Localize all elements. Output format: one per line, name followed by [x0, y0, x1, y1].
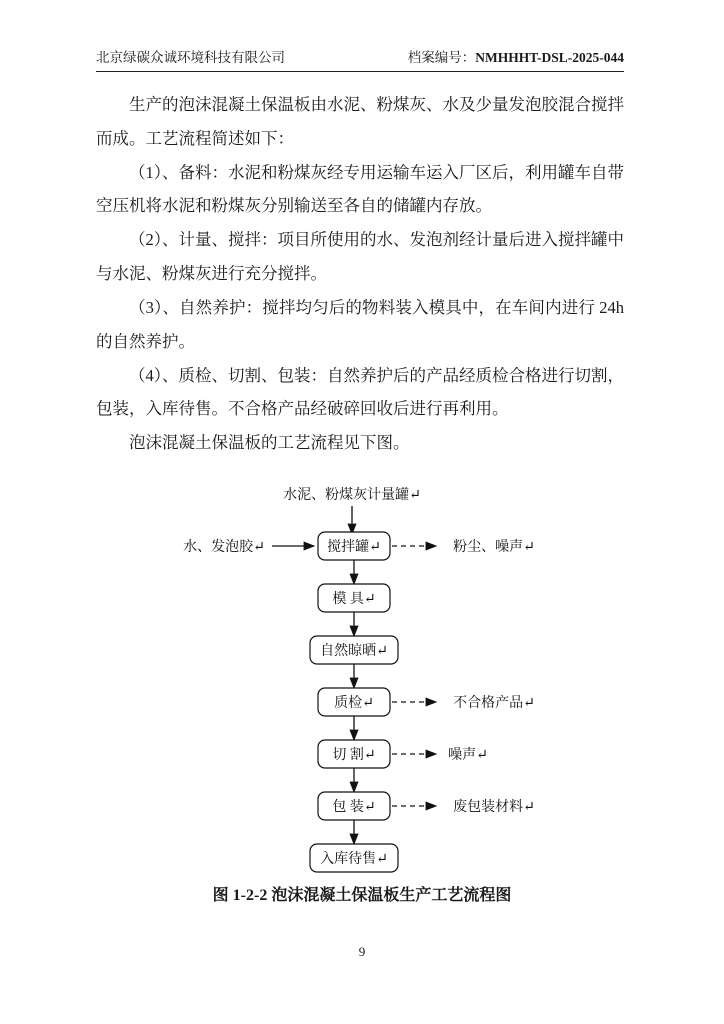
body-text [96, 88, 624, 460]
paragraph-3: （2）、计量、搅拌：项目所使用的水、发泡剂经计量后进入搅拌罐中与水泥、粉煤灰进行充分搅拌。 [96, 230, 624, 284]
flow-node-store-label: 入库待售↵ [320, 852, 388, 867]
flow-output-pack-label: 废包装材料↵ [453, 800, 535, 815]
figure-caption: 图 1-2-2 泡沫混凝土保温板生产工艺流程图 [212, 887, 512, 904]
flow-node-cure-label: 自然晾晒↵ [320, 644, 388, 659]
flow-output-qc-label: 不合格产品↵ [453, 696, 535, 711]
archive-label: 档案编号： [407, 50, 476, 65]
header-company: 北京绿碳众诚环境科技有限公司 [96, 50, 285, 65]
paragraph-1: 生产的泡沫混凝土保温板由水泥、粉煤灰、水及少量发泡胶混合搅拌而成。工艺流程简述如下： [96, 95, 624, 148]
paragraph-2: （1）、备料：水泥和粉煤灰经专用运输车运入厂区后，利用罐车自带空压机将水泥和粉煤灰分别输送至各自的储罐内存放。 [96, 162, 624, 216]
flow-node-cut-label: 切 割↵ [332, 748, 376, 763]
paragraph-4: （3）、自然养护：搅拌均匀后的物料装入模具中，在车间内进行 24h 的自然养护。 [96, 297, 624, 351]
flow-node-qc-label: 质检↵ [334, 696, 374, 711]
archive-code: NMHHHT-DSL-2025-044 [475, 50, 624, 65]
paragraph-5: （4）、质检、切割、包装：自然养护后的产品经质检合格进行切割，包装，入库待售。不合格产品经破碎回收后进行再利用。 [96, 365, 624, 419]
flow-node-pack-label: 包 装↵ [332, 800, 376, 815]
flow-output-mix-label: 粉尘、噪声↵ [453, 540, 535, 555]
process-flow-diagram [96, 480, 624, 880]
page-number: 9 [358, 944, 366, 959]
flow-top-input-label: 水泥、粉煤灰计量罐↵ [283, 488, 421, 503]
flow-node-mix-label: 搅拌罐↵ [327, 540, 381, 555]
page-header [96, 46, 624, 72]
flow-left-input-label: 水、发泡胶↵ [183, 540, 265, 555]
paragraph-6: 泡沫混凝土保温板的工艺流程见下图。 [129, 433, 410, 453]
flow-output-cut-label: 噪声↵ [448, 748, 488, 763]
header-archive [408, 46, 624, 66]
flow-node-mold-label: 模 具↵ [332, 592, 376, 607]
